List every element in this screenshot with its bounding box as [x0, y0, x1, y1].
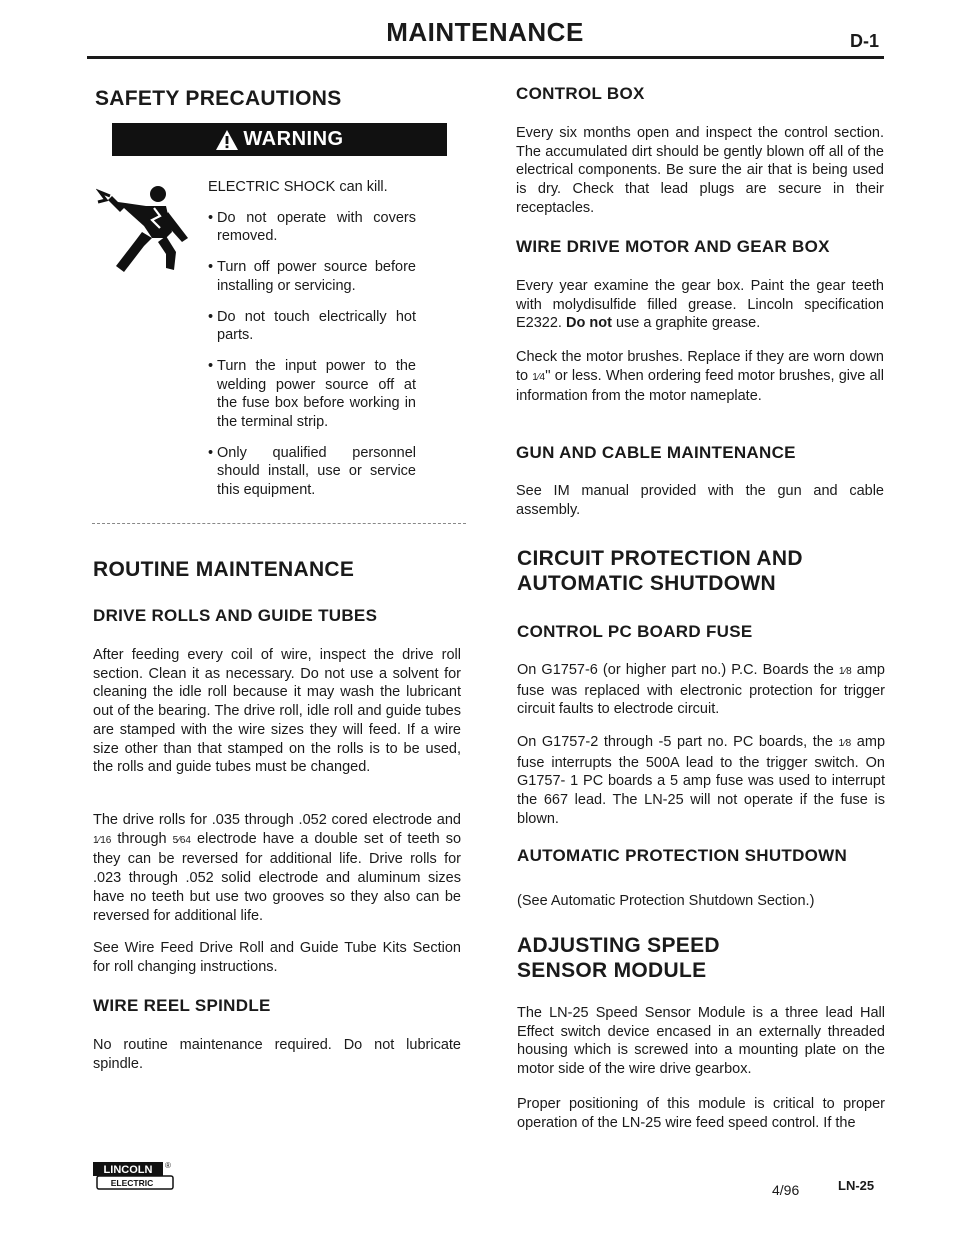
registered-mark: ® [165, 1161, 171, 1170]
spindle-paragraph: No routine maintenance required. Do not lubricate spindle. [93, 1037, 461, 1072]
list-item: • Only qualified personnel should install, use or service this equipment. [208, 444, 416, 499]
drive-rolls-paragraph-2: The drive rolls for .035 through .052 cored electrode and 1⁄16 through 5⁄64 electrode have a double set of teeth so they can be reversed for additional life. Drive rolls for .023 through .052 solid electrode and aluminum sizes have no teeth but use two grooves so they also can be reversed for additional life. [93, 812, 462, 924]
gear-box-paragraph-2: Check the motor brushes. Replace if they are worn down to 1⁄4'' or less. When ordering feed motor brushes, give all information from the motor nameplate. [516, 349, 884, 405]
list-item: • Do not touch electrically hot parts. [208, 308, 416, 344]
shock-warning-list [208, 178, 416, 512]
shutdown-paragraph: (See Automatic Protection Shutdown Section.) [517, 893, 815, 909]
gun-cable-heading: GUN AND CABLE MAINTENANCE [516, 443, 796, 462]
header-rule [87, 56, 884, 59]
gun-cable-paragraph: See IM manual provided with the gun and cable assembly. [516, 483, 884, 518]
warning-banner [112, 123, 447, 156]
list-item: • Turn the input power to the welding power source off at the fuse box before working in the terminal strip. [208, 357, 416, 431]
logo-top-text: LINCOLN [103, 1164, 153, 1176]
fuse-paragraph-2: On G1757-2 through -5 part no. PC boards, the 1⁄8 amp fuse interrupts the 500A lead to the trigger switch. On G1757- 1 PC boards a 5 amp fuse was used to interrupt the 667 lead. The LN-25 will not operate if the fuse is blown. [517, 734, 886, 827]
footer-date: 4/96 [772, 1182, 800, 1198]
spindle-heading: WIRE REEL SPINDLE [93, 996, 271, 1015]
lincoln-electric-logo [92, 1161, 174, 1191]
fuse-paragraph-1: On G1757-6 (or higher part no.) P.C. Boards the 1⁄8 amp fuse was replaced with electronic protection for trigger circuit faults to electrode circuit. [517, 662, 885, 718]
drive-rolls-heading: DRIVE ROLLS AND GUIDE TUBES [93, 606, 378, 625]
circuit-heading: CIRCUIT PROTECTION AND AUTOMATIC SHUTDOWN [517, 547, 803, 595]
routine-heading: ROUTINE MAINTENANCE [93, 558, 355, 581]
control-box-paragraph: Every six months open and inspect the control section. The accumulated dirt should be gently blown off all of the electrical components. Be sure the air that is being used is dry. Check that lead plugs are secure in their receptacles. [516, 125, 884, 216]
safety-heading: SAFETY PRECAUTIONS [95, 87, 342, 110]
list-item: • Turn off power source before installing or servicing. [208, 259, 416, 294]
warning-label: WARNING [243, 128, 344, 150]
list-item: • Do not operate with covers removed. [208, 209, 416, 245]
footer-model: LN-25 [838, 1178, 875, 1193]
drive-rolls-paragraph-1: After feeding every coil of wire, inspect the drive roll section. Clean it as necessary. Do not use a solvent for cleaning the idle roll because it may wash the lubricant out of the bearing. The drive roll, idle roll and guide tubes are stamped with the wire sizes they will feed. If a wire size other than that stamped on the rolls is to be used, the rolls and guide tubes must be changed. [93, 647, 461, 776]
gear-box-paragraph-1: Every year examine the gear box. Paint the gear teeth with molydisulfide filled grease. Lincoln specification E2322. Do not use a graphite grease. [516, 278, 884, 332]
fuse-heading: CONTROL PC BOARD FUSE [517, 622, 753, 641]
speed-sensor-heading: ADJUSTING SPEED SENSOR MODULE [517, 934, 720, 982]
page-code: D-1 [850, 31, 880, 51]
speed-sensor-paragraph-2: Proper positioning of this module is critical to proper operation of the LN-25 wire feed speed control. If the [517, 1096, 885, 1131]
control-box-heading: CONTROL BOX [516, 84, 645, 103]
drive-rolls-paragraph-3: See Wire Feed Drive Roll and Guide Tube Kits Section for roll changing instructions. [93, 940, 461, 975]
electric-shock-icon [96, 182, 201, 278]
speed-sensor-paragraph-1: The LN-25 Speed Sensor Module is a three lead Hall Effect switch device encased in an externally threaded housing which is screwed into a mounting plate on the motor side of the wire drive gearbox. [517, 1005, 885, 1078]
logo-bottom-text: ELECTRIC [110, 1178, 154, 1188]
gear-box-heading: WIRE DRIVE MOTOR AND GEAR BOX [516, 237, 830, 256]
warning-triangle-icon [215, 129, 239, 151]
shock-intro: ELECTRIC SHOCK can kill. [208, 179, 388, 195]
shutdown-heading: AUTOMATIC PROTECTION SHUTDOWN [517, 846, 848, 865]
page-title: MAINTENANCE [386, 17, 584, 47]
section-divider [92, 523, 466, 524]
